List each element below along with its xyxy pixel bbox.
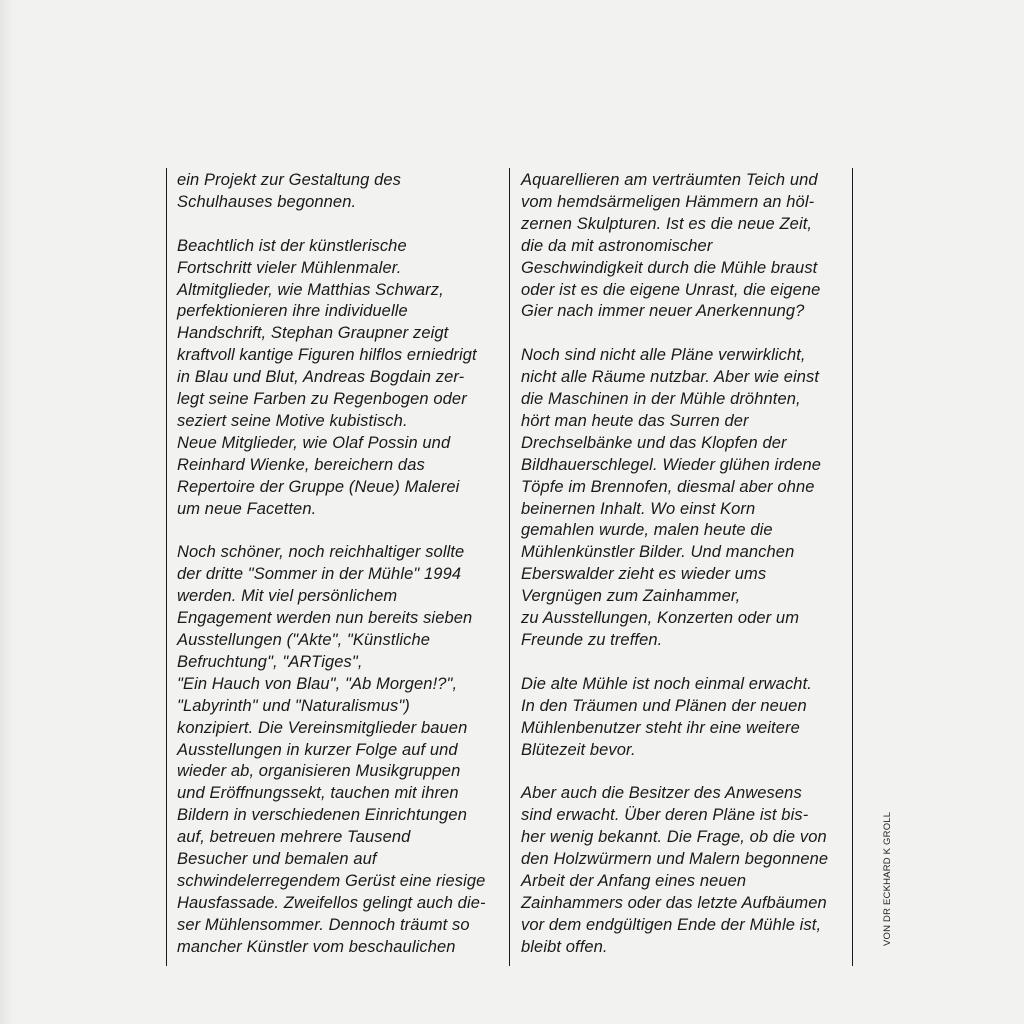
text-line: auf, betreuen mehrere Tausend [177, 828, 411, 847]
left-paragraph-3 [177, 542, 502, 958]
author-byline: VON DR ECKHARD K GROLL [882, 811, 893, 946]
text-line: kraftvoll kantige Figuren hilflos erniedrigt [177, 346, 477, 365]
text-line: mancher Künstler vom beschaulichen [177, 937, 456, 956]
text-line: In den Träumen und Plänen der neuen [521, 696, 807, 715]
text-line: Zainhammers oder das letzte Aufbäumen [521, 893, 827, 912]
text-line: "Labyrinth" und "Naturalismus") [177, 696, 410, 715]
text-line: Töpfe im Brennofen, diesmal aber ohne [521, 477, 815, 496]
text-line: Ausstellungen in kurzer Folge auf und [177, 740, 458, 759]
text-line: Schulhauses begonnen. [177, 192, 357, 211]
text-column-left [177, 170, 502, 980]
text-line: wieder ab, organisieren Musikgruppen [177, 762, 461, 781]
text-line: Freunde zu treffen. [521, 631, 663, 650]
text-line: Besucher und bemalen auf [177, 850, 377, 869]
text-line: Beachtlich ist der künstlerische [177, 236, 407, 255]
left-paragraph-2 [177, 236, 502, 521]
text-line: Eberswalder zieht es wieder ums [521, 565, 767, 584]
text-line: Fortschritt vieler Mühlenmaler. [177, 258, 402, 277]
column-rule-middle [509, 168, 510, 966]
text-line: oder ist es die eigene Unrast, die eigene [521, 280, 821, 299]
text-line: konzipiert. Die Vereinsmitglieder bauen [177, 718, 468, 737]
text-line: legt seine Farben zu Regenbogen oder [177, 390, 467, 409]
text-line: Die alte Mühle ist noch einmal erwacht. [521, 674, 812, 693]
text-line: und Eröffnungssekt, tauchen mit ihren [177, 784, 459, 803]
column-rule-right [852, 168, 853, 966]
text-line: Noch schöner, noch reichhaltiger sollte [177, 543, 465, 562]
text-line: Aquarellieren am verträumten Teich und [521, 171, 818, 189]
text-line: Ausstellungen ("Akte", "Künstliche [177, 631, 431, 649]
text-line: Mühlenkünstler Bilder. Und manchen [521, 543, 795, 562]
text-line: Gier nach immer neuer Anerkennung? [521, 302, 805, 321]
text-line: Reinhard Wienke, bereichern das [177, 455, 425, 474]
text-line: Drechselbänke und das Klopfen der [521, 433, 787, 452]
text-line: um neue Facetten. [177, 499, 317, 518]
text-line: Mühlenbenutzer steht ihr eine weitere [521, 718, 800, 737]
text-line: Bildern in verschiedenen Einrichtungen [177, 806, 467, 825]
text-line: Altmitglieder, wie Matthias Schwarz, [177, 280, 444, 299]
text-line: seziert seine Motive kubistisch. [177, 411, 408, 430]
text-line: bleibt offen. [521, 937, 608, 956]
text-line: Engagement werden nun bereits sieben [177, 609, 473, 628]
text-line: beinernen Inhalt. Wo einst Korn [521, 499, 756, 518]
text-line: Befruchtung", "ARTiges", [177, 652, 363, 671]
text-line: Hausfassade. Zweifellos gelingt auch die- [177, 893, 486, 912]
text-line: vom hemdsärmeligen Hämmern an höl- [521, 192, 815, 211]
text-line: der dritte "Sommer in der Mühle" 1994 [177, 565, 462, 584]
text-line: Blütezeit bevor. [521, 740, 636, 759]
scan-edge-shadow [0, 0, 14, 1024]
text-line: ser Mühlensommer. Dennoch träumt so [177, 915, 470, 934]
text-line: schwindelerregendem Gerüst eine riesige [177, 871, 486, 890]
right-paragraph-3 [521, 674, 846, 762]
text-line: hört man heute das Surren der [521, 411, 749, 430]
text-line: Vergnügen zum Zainhammer, [521, 587, 741, 606]
text-line: werden. Mit viel persönlichem [177, 587, 398, 606]
right-paragraph-1 [521, 170, 846, 323]
text-line: die da mit astronomischer [521, 236, 713, 255]
text-line: "Ein Hauch von Blau", "Ab Morgen!?", [177, 674, 458, 693]
text-line: zu Ausstellungen, Konzerten oder um [521, 609, 800, 628]
text-line: Neue Mitglieder, wie Olaf Possin und [177, 433, 451, 452]
text-line: Arbeit der Anfang eines neuen [521, 871, 747, 890]
text-line: den Holzwürmern und Malern begonnene [521, 850, 829, 869]
right-paragraph-4 [521, 783, 846, 958]
text-line: die Maschinen in der Mühle dröhnten, [521, 390, 801, 409]
text-line: nicht alle Räume nutzbar. Aber wie einst [521, 368, 820, 387]
text-line: Noch sind nicht alle Pläne verwirklicht, [521, 346, 806, 365]
text-line: zernen Skulpturen. Ist es die neue Zeit, [521, 214, 813, 233]
text-line: vor dem endgültigen Ende der Mühle ist, [521, 915, 822, 934]
left-paragraph-1 [177, 170, 502, 214]
text-line: Repertoire der Gruppe (Neue) Malerei [177, 477, 460, 496]
text-line: gemahlen wurde, malen heute die [521, 521, 773, 540]
text-line: Handschrift, Stephan Graupner zeigt [177, 324, 449, 343]
column-rule-left [166, 168, 167, 966]
text-line: in Blau und Blut, Andreas Bogdain zer- [177, 368, 465, 387]
text-line: ein Projekt zur Gestaltung des [177, 171, 402, 189]
text-line: Aber auch die Besitzer des Anwesens [521, 784, 802, 803]
text-line: perfektionieren ihre individuelle [177, 302, 408, 321]
right-paragraph-2 [521, 345, 846, 652]
text-line: sind erwacht. Über deren Pläne ist bis- [521, 806, 809, 825]
text-line: Geschwindigkeit durch die Mühle braust [521, 258, 818, 277]
text-column-right [521, 170, 846, 980]
text-line: her wenig bekannt. Die Frage, ob die von [521, 828, 827, 847]
text-line: Bildhauerschlegel. Wieder glühen irdene [521, 455, 822, 474]
